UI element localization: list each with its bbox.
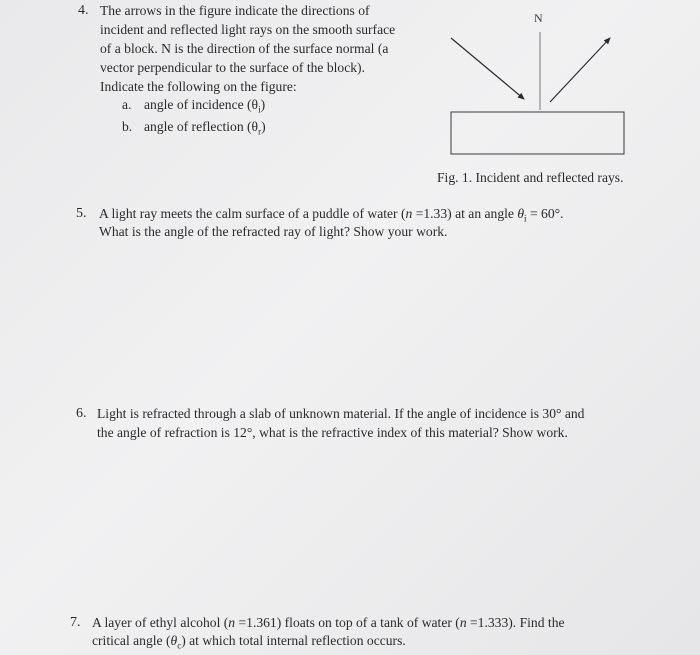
q4-line-2: incident and reflected light rays on the smooth surface xyxy=(100,22,396,37)
q6-line-1: Light is refracted through a slab of unknown material. If the angle of incidence is 30° and xyxy=(97,406,585,421)
q5-theta-symbol: θ xyxy=(517,206,525,221)
q4-number: 4. xyxy=(78,3,89,18)
q4-line-3: of a block. N is the direction of the surface normal (a xyxy=(100,41,389,56)
q7-theta-symbol: θ xyxy=(170,633,178,648)
q7-line-2-a: critical angle ( xyxy=(92,633,171,648)
incident-ray-arrow xyxy=(451,38,524,99)
q5-n-symbol: n xyxy=(405,206,413,221)
q4-item-b-text: angle of reflection (θ xyxy=(144,119,259,134)
q4-item-b-close: ) xyxy=(261,119,266,134)
q5-line-2: What is the angle of the refracted ray of light? Show your work. xyxy=(99,224,448,239)
q4-item-a-sub: i xyxy=(258,104,261,115)
q7-line-2-b: ) at which total internal reflection occurs. xyxy=(181,633,406,648)
q7-n2-symbol: n xyxy=(459,615,467,630)
q5-line-1-a: A light ray meets the calm surface of a puddle of water ( xyxy=(99,206,406,221)
q5-line-1-b: =1.33) at an angle xyxy=(412,206,518,221)
q4-item-b-letter: b. xyxy=(122,119,133,134)
q4-item-a-close: ) xyxy=(260,97,266,112)
q4-item-a xyxy=(122,96,265,119)
q4-line-5: Indicate the following on the figure: xyxy=(100,79,297,94)
q7-line-2 xyxy=(92,632,406,655)
q7-line-1 xyxy=(92,614,565,632)
q7-line-1-b: =1.361) floats on top of a tank of water ( xyxy=(235,615,460,630)
reflected-ray-arrow xyxy=(550,38,610,102)
q7-theta-sub: c xyxy=(177,640,182,651)
q5-number: 5. xyxy=(76,206,87,221)
q5-theta-sub: i xyxy=(524,213,527,224)
q5-line-1-c: = 60°. xyxy=(526,206,564,221)
q7-n1-symbol: n xyxy=(228,615,236,630)
normal-label: N xyxy=(534,11,543,25)
q4-item-a-letter: a. xyxy=(122,97,132,112)
q7-line-1-c: =1.333). Find the xyxy=(466,615,565,630)
reflection-figure xyxy=(440,0,640,160)
q7-number: 7. xyxy=(70,615,81,630)
block-rectangle xyxy=(451,112,624,154)
q7-line-1-a: A layer of ethyl alcohol ( xyxy=(92,615,229,630)
q4-item-b-sub: r xyxy=(258,126,262,137)
q6-number: 6. xyxy=(76,406,87,421)
q4-item-a-text: angle of incidence (θ xyxy=(144,97,259,112)
q4-line-1: The arrows in the figure indicate the directions of xyxy=(100,3,370,18)
q6-line-2: the angle of refraction is 12°, what is the refractive index of this material? Show work. xyxy=(97,425,568,440)
q4-item-b xyxy=(122,118,266,141)
q4-line-4: vector perpendicular to the surface of the block). xyxy=(100,60,365,75)
figure-caption: Fig. 1. Incident and reflected rays. xyxy=(437,170,624,185)
